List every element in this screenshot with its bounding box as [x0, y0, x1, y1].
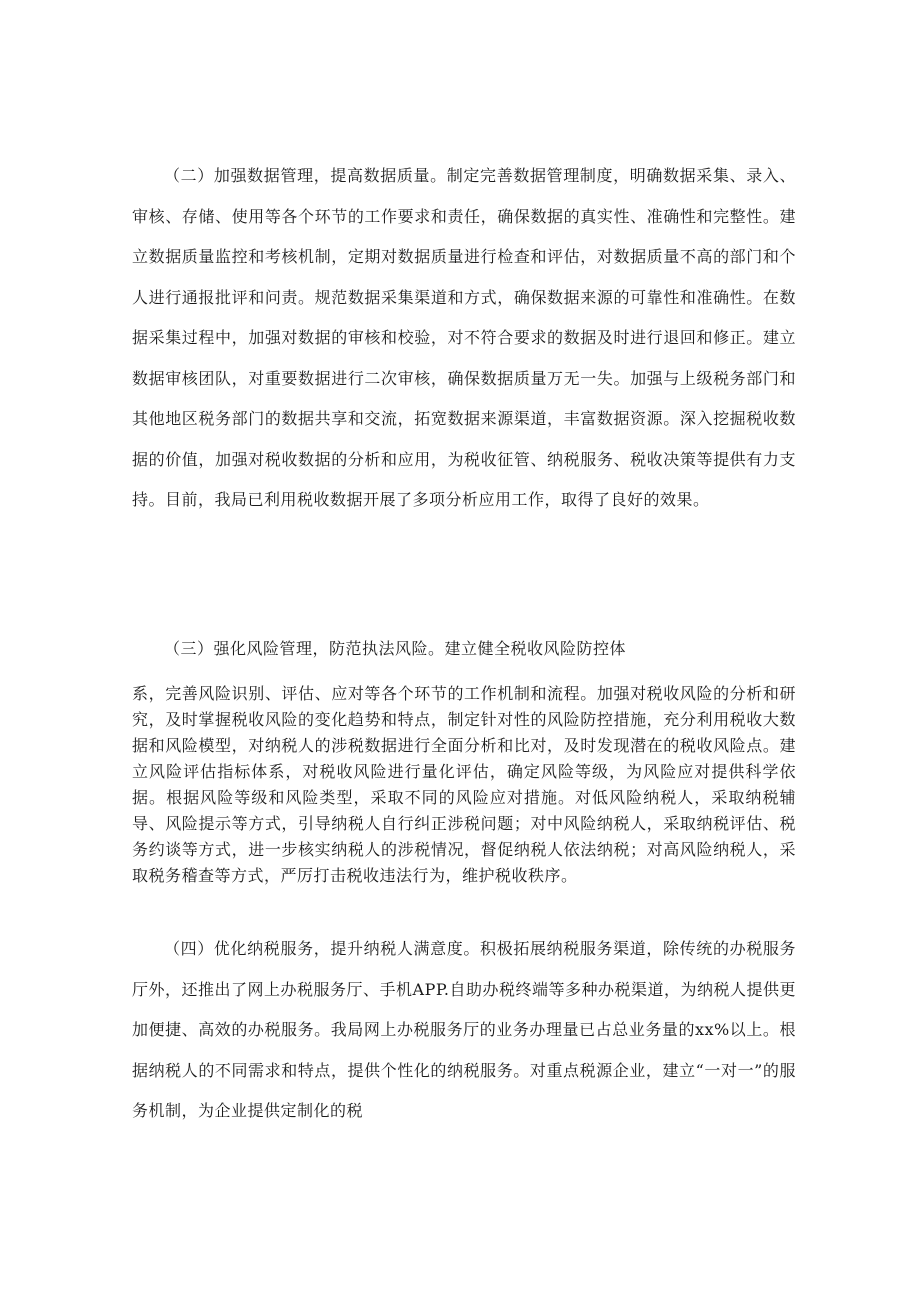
paragraph-data-management: （二）加强数据管理，提高数据质量。制定完善数据管理制度，明确数据采集、录入、审核、存储、使用等各个环节的工作要求和责任，确保数据的真实性、准确性和完整性。建立数据质量监控和考核机制，定期对数据质量进行检查和评估，对数据质量不高的部门和个人进行通报批评和问责。规范数据采集渠道和方式，确保数据来源的可靠性和准确性。在数据采集过程中，加强对数据的审核和校验，对不符合要求的数据及时进行退回和修正。建立数据审核团队，对重要数据进行二次审核，确保数据质量万无一失。加强与上级税务部门和其他地区税务部门的数据共享和交流，拓宽数据来源渠道，丰富数据资源。深入挖掘税收数据的价值，加强对税收数据的分析和应用，为税收征管、纳税服务、税收决策等提供有力支持。目前，我局已利用税收数据开展了多项分析应用工作，取得了良好的效果。 [132, 166, 796, 509]
paragraph-risk-management-body: 系，完善风险识别、评估、应对等各个环节的工作机制和流程。加强对税收风险的分析和研究，及时掌握税收风险的变化趋势和特点，制定针对性的风险防控措施，充分利用税收大数据和风险模型，对纳税人的涉税数据进行全面分析和比对，及时发现潜在的税收风险点。建立风险评估指标体系，对税收风险进行量化评估，确定风险等级，为风险应对提供科学依据。根据风险等级和风险类型，采取不同的风险应对措施。对低风险纳税人，采取纳税辅导、风险提示等方式，引导纳税人自行纠正涉税问题；对中风险纳税人，采取纳税评估、税务约谈等方式，进一步核实纳税人的涉税情况，督促纳税人依法纳税；对高风险纳税人，采取税务稽查等方式，严厉打击税收违法行为，维护税收秩序。 [132, 684, 796, 885]
paragraph-risk-management-heading: （三）强化风险管理，防范执法风险。建立健全税收风险防控体 [164, 639, 627, 658]
paragraph-tax-service: （四）优化纳税服务，提升纳税人满意度。积极拓展纳税服务渠道，除传统的办税服务厅外，还推出了网上办税服务厅、手机APP.自助办税终端等多种办税渠道，为纳税人提供更加便捷、高效的办税服务。我局网上办税服务厅的业务办理量已占总业务量的xx%以上。根据纳税人的不同需求和特点，提供个性化的纳税服务。对重点税源企业，建立“一对一”的服务机制，为企业提供定制化的税 [132, 939, 796, 1121]
